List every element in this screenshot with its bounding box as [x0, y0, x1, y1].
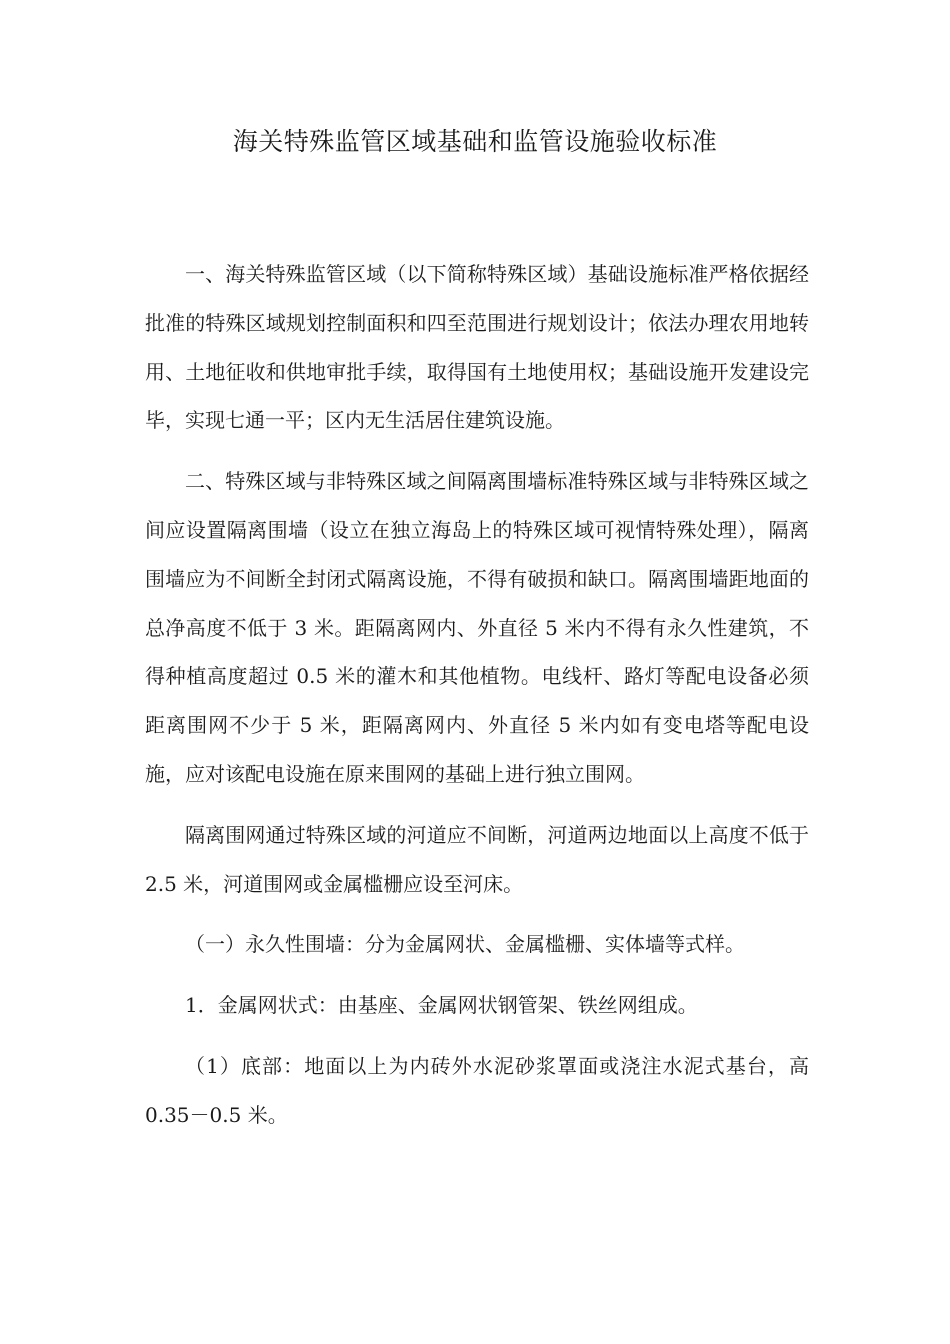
document-body [145, 250, 809, 1152]
paragraph-6: （1）底部：地面以上为内砖外水泥砂浆罩面或浇注水泥式基台，高 0.35－0.5 米。 [145, 1053, 809, 1127]
paragraph-1: 一、海关特殊监管区域（以下简称特殊区域）基础设施标准严格依据经批准的特殊区域规划控制面积和四至范围进行规划设计；依法办理农用地转用、土地征收和供地审批手续，取得国有土地使用权；基础设施开发建设完毕，实现七通一平；区内无生活居住建筑设施。 [145, 262, 809, 433]
document-title: 海关特殊监管区域基础和监管设施验收标准 [232, 127, 718, 156]
paragraph-2: 二、特殊区域与非特殊区域之间隔离围墙标准特殊区域与非特殊区域之间应设置隔离围墙（设立在独立海岛上的特殊区域可视情特殊处理），隔离围墙应为不间断全封闭式隔离设施，不得有破损和缺口。隔离围墙距地面的总净高度不低于 3 米。距隔离网内、外直径 5 米内不得有永久性建筑，不得种植高度超过 0.5 米的灌木和其他植物。电线杆、路灯等配电设备必须距离围网不少于 5 米，距隔离网内、外直径 5 米内如有变电塔等配电设施，应对该配电设施在原来围网的基础上进行独立围网。 [145, 469, 809, 786]
paragraph-4: （一）永久性围墙：分为金属网状、金属槛栅、实体墙等式样。 [185, 932, 745, 957]
paragraph-3: 隔离围网通过特殊区域的河道应不间断，河道两边地面以上高度不低于 2.5 米，河道围网或金属槛栅应设至河床。 [145, 822, 809, 896]
paragraph-5: 1．金属网状式：由基座、金属网状钢管架、铁丝网组成。 [185, 993, 698, 1018]
